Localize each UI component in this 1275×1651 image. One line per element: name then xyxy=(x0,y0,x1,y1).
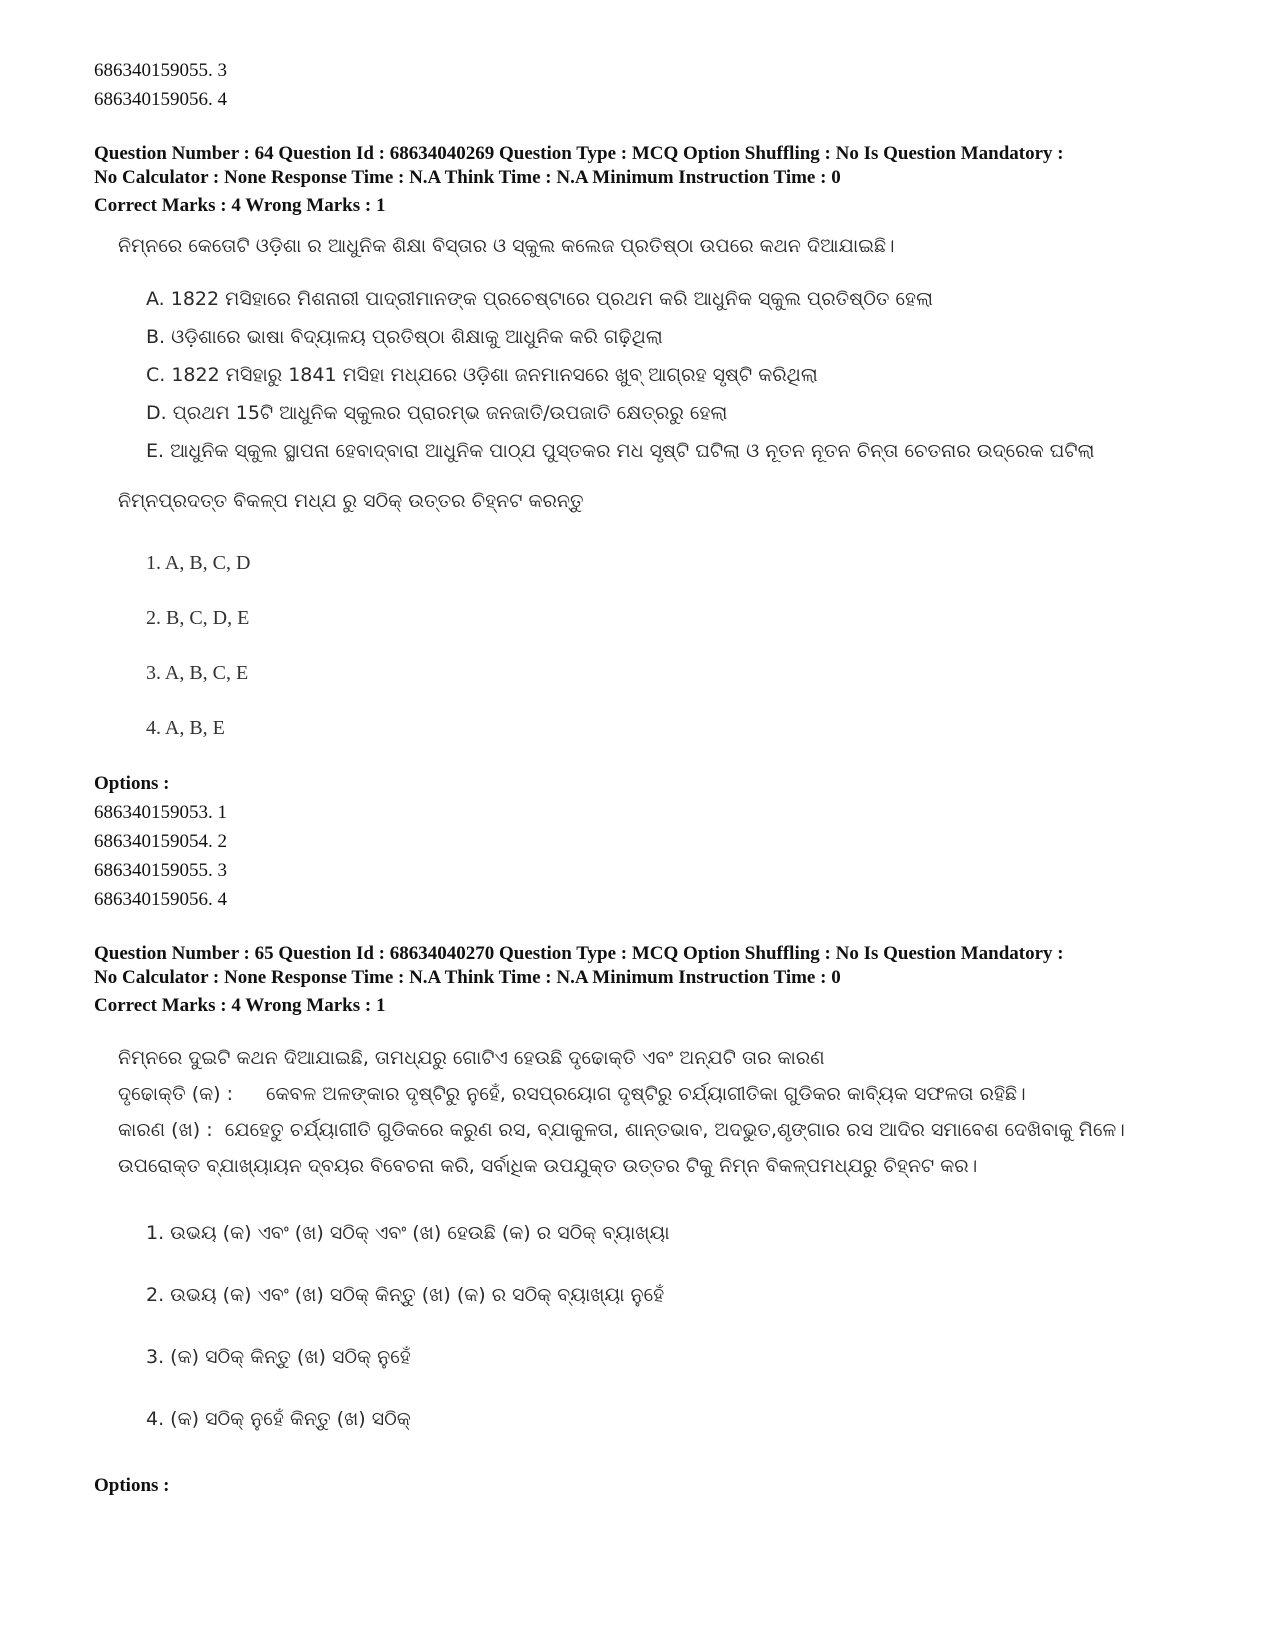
options-list xyxy=(94,798,1224,914)
statement-c: C. 1822 ମସିହାରୁ 1841 ମସିହା ମଧ୍ଯରେ ଓଡ଼ିଶା ଜନମାନସରେ ଖୁବ୍ ଆଗ୍ରହ ସୃଷ୍ଟି କରିଥିଲା xyxy=(146,364,818,386)
question-65 xyxy=(94,942,1224,1500)
meta-line-1: Question Number : 64 Question Id : 68634040269 Question Type : MCQ Option Shuffling : No Is Question Mandatory : xyxy=(94,143,1064,164)
previous-options-list xyxy=(94,56,1224,114)
question-64 xyxy=(94,142,1224,914)
choose-instruction: ନିମ୍ନପ୍ରଦତ୍ତ ବିକଳ୍ପ ମଧ୍ଯ ରୁ ସଠିକ୍ ଉତ୍ତର ଚିହ୍ନଟ କରନ୍ତୁ xyxy=(118,490,584,512)
choice-3: 3. (କ) ସଠିକ୍ କିନ୍ତୁ (ଖ) ସଠିକ୍ ନୁହେଁ xyxy=(146,1346,411,1368)
question-body xyxy=(118,232,1224,756)
option-line: 686340159056. 4 xyxy=(94,889,227,910)
meta-line-2: No Calculator : None Response Time : N.A Think Time : N.A Minimum Instruction Time : 0 xyxy=(94,167,841,188)
choice-2: 2. ଉଭୟ (କ) ଏବଂ (ଖ) ସଠିକ୍ କିନ୍ତୁ (ଖ) (କ) ର ସଠିକ୍ ବ୍ୟାଖ୍ୟା ନୁହେଁ xyxy=(146,1284,665,1306)
question-stem: ନିମ୍ନରେ କେତୋଟି ଓଡ଼ିଶା ର ଆଧୁନିକ ଶିକ୍ଷା ବିସ୍ତାର ଓ ସ୍କୁଲ କଲେଜ ପ୍ରତିଷ୍ଠା ଉପରେ କଥନ ଦିଆଯାଇଛି। xyxy=(118,235,895,257)
reason-text: ଯେହେତୁ ଚର୍ଯ୍ୟାଗୀତି ଗୁଡିକରେ କରୁଣ ରସ, ବ୍ଯାକୁଳତା, ଶାନ୍ତଭାବ, ଅଦଭୁତ,ଶୃଙ୍ଗାର ରସ ଆଦିର ସମାବେଶ ଦେଖିବାକୁ ମିଳେ। xyxy=(224,1119,1125,1141)
options-label: Options : xyxy=(94,1475,170,1496)
assertion-key: ଦୃଢୋକ୍ତି (କ) : xyxy=(118,1083,234,1105)
option-line: 686340159053. 1 xyxy=(94,802,227,823)
marks-line: Correct Marks : 4 Wrong Marks : 1 xyxy=(94,995,386,1016)
statement-list xyxy=(146,280,1224,470)
choice-list xyxy=(146,1202,1224,1450)
option-line: 686340159054. 2 xyxy=(94,831,227,852)
option-line: 686340159055. 3 xyxy=(94,60,227,81)
instruction-line: ଉପରୋକ୍ତ ବ୍ଯାଖ୍ୟାୟନ ଦ୍ବୟର ବିବେଚନା କରି, ସର୍ବାଧିକ ଉପଯୁକ୍ତ ଉତ୍ତର ଟିକୁ ନିମ୍ନ ବିକଳ୍ପମଧ୍ଯରୁ ଚିହ୍ନଟ କର। xyxy=(118,1155,978,1177)
choice-2: 2. B, C, D, E xyxy=(146,607,250,629)
assertion-line xyxy=(118,1076,1224,1112)
reason-key: କାରଣ (ଖ) : xyxy=(118,1119,213,1141)
statement-d: D. ପ୍ରଥମ 15ଟି ଆଧୁନିକ ସ୍କୁଲର ପ୍ରାରମ୍ଭ ଜନଜାତି/ଉପଜାତି କ୍ଷେତ୍ରରୁ ହେଲା xyxy=(146,402,728,424)
choice-4: 4. (କ) ସଠିକ୍ ନୁହେଁ କିନ୍ତୁ (ଖ) ସଠିକ୍ xyxy=(146,1408,411,1430)
choice-3: 3. A, B, C, E xyxy=(146,662,249,684)
option-line: 686340159056. 4 xyxy=(94,89,227,110)
assertion-text: କେବଳ ଅଳଙ୍କାର ଦୃଷ୍ଟିରୁ ନୁହେଁ, ରସପ୍ରୟୋଗ ଦୃଷ୍ଟିରୁ ଚର୍ଯ୍ୟାଗୀତିକା ଗୁଡିକର କାବ୍ୟିକ ସଫଳତା ରହିଛି। xyxy=(266,1083,1026,1105)
reason-line xyxy=(118,1112,1224,1148)
question-meta xyxy=(94,942,1224,1018)
question-stem: ନିମ୍ନରେ ଦୁଇଟି କଥନ ଦିଆଯାଇଛି, ତାମଧ୍ଯରୁ ଗୋଟିଏ ହେଉଛି ଦୃଢୋକ୍ତି ଏବଂ ଅନ୍ଯଟି ତାର କାରଣ xyxy=(118,1047,825,1069)
statement-e: E. ଆଧୁନିକ ସ୍କୁଲ ସ୍ଥାପନା ହେବାଦ୍ବାରା ଆଧୁନିକ ପାଠ୍ଯ ପୁସ୍ତକର ମଧ ସୃଷ୍ଟି ଘଟିଲା ଓ ନୂତନ ନୂତନ ଚିନ୍ତା ଚେତନାର ଉଦ୍ରେକ ଘଟିଲା xyxy=(146,440,1095,462)
meta-line-2: No Calculator : None Response Time : N.A Think Time : N.A Minimum Instruction Time : 0 xyxy=(94,967,841,988)
choice-1: 1. A, B, C, D xyxy=(146,552,251,574)
meta-line-1: Question Number : 65 Question Id : 68634040270 Question Type : MCQ Option Shuffling : No Is Question Mandatory : xyxy=(94,943,1064,964)
option-line: 686340159055. 3 xyxy=(94,860,227,881)
marks-line: Correct Marks : 4 Wrong Marks : 1 xyxy=(94,195,386,216)
question-meta xyxy=(94,142,1224,218)
document-page xyxy=(94,56,1224,1500)
statement-a: A. 1822 ମସିହାରେ ମିଶନାରୀ ପାଦ୍ରୀମାନଙ୍କ ପ୍ରଚେଷ୍ଟାରେ ପ୍ରଥମ କରି ଆଧୁନିକ ସ୍କୁଲ ପ୍ରତିଷ୍ଠିତ ହେଲା xyxy=(146,288,933,310)
question-body xyxy=(118,1040,1224,1450)
choice-1: 1. ଉଭୟ (କ) ଏବଂ (ଖ) ସଠିକ୍ ଏବଂ (ଖ) ହେଉଛି (କ) ର ସଠିକ୍ ବ୍ୟାଖ୍ୟା xyxy=(146,1222,670,1244)
assertion-reason-block xyxy=(118,1040,1224,1184)
options-label: Options : xyxy=(94,773,170,794)
statement-b: B. ଓଡ଼ିଶାରେ ଭାଷା ବିଦ୍ୟାଳୟ ପ୍ରତିଷ୍ଠା ଶିକ୍ଷାକୁ ଆଧୁନିକ କରି ଗଢ଼ିଥିଲା xyxy=(146,326,663,348)
choice-4: 4. A, B, E xyxy=(146,717,225,739)
choice-list xyxy=(146,536,1224,756)
